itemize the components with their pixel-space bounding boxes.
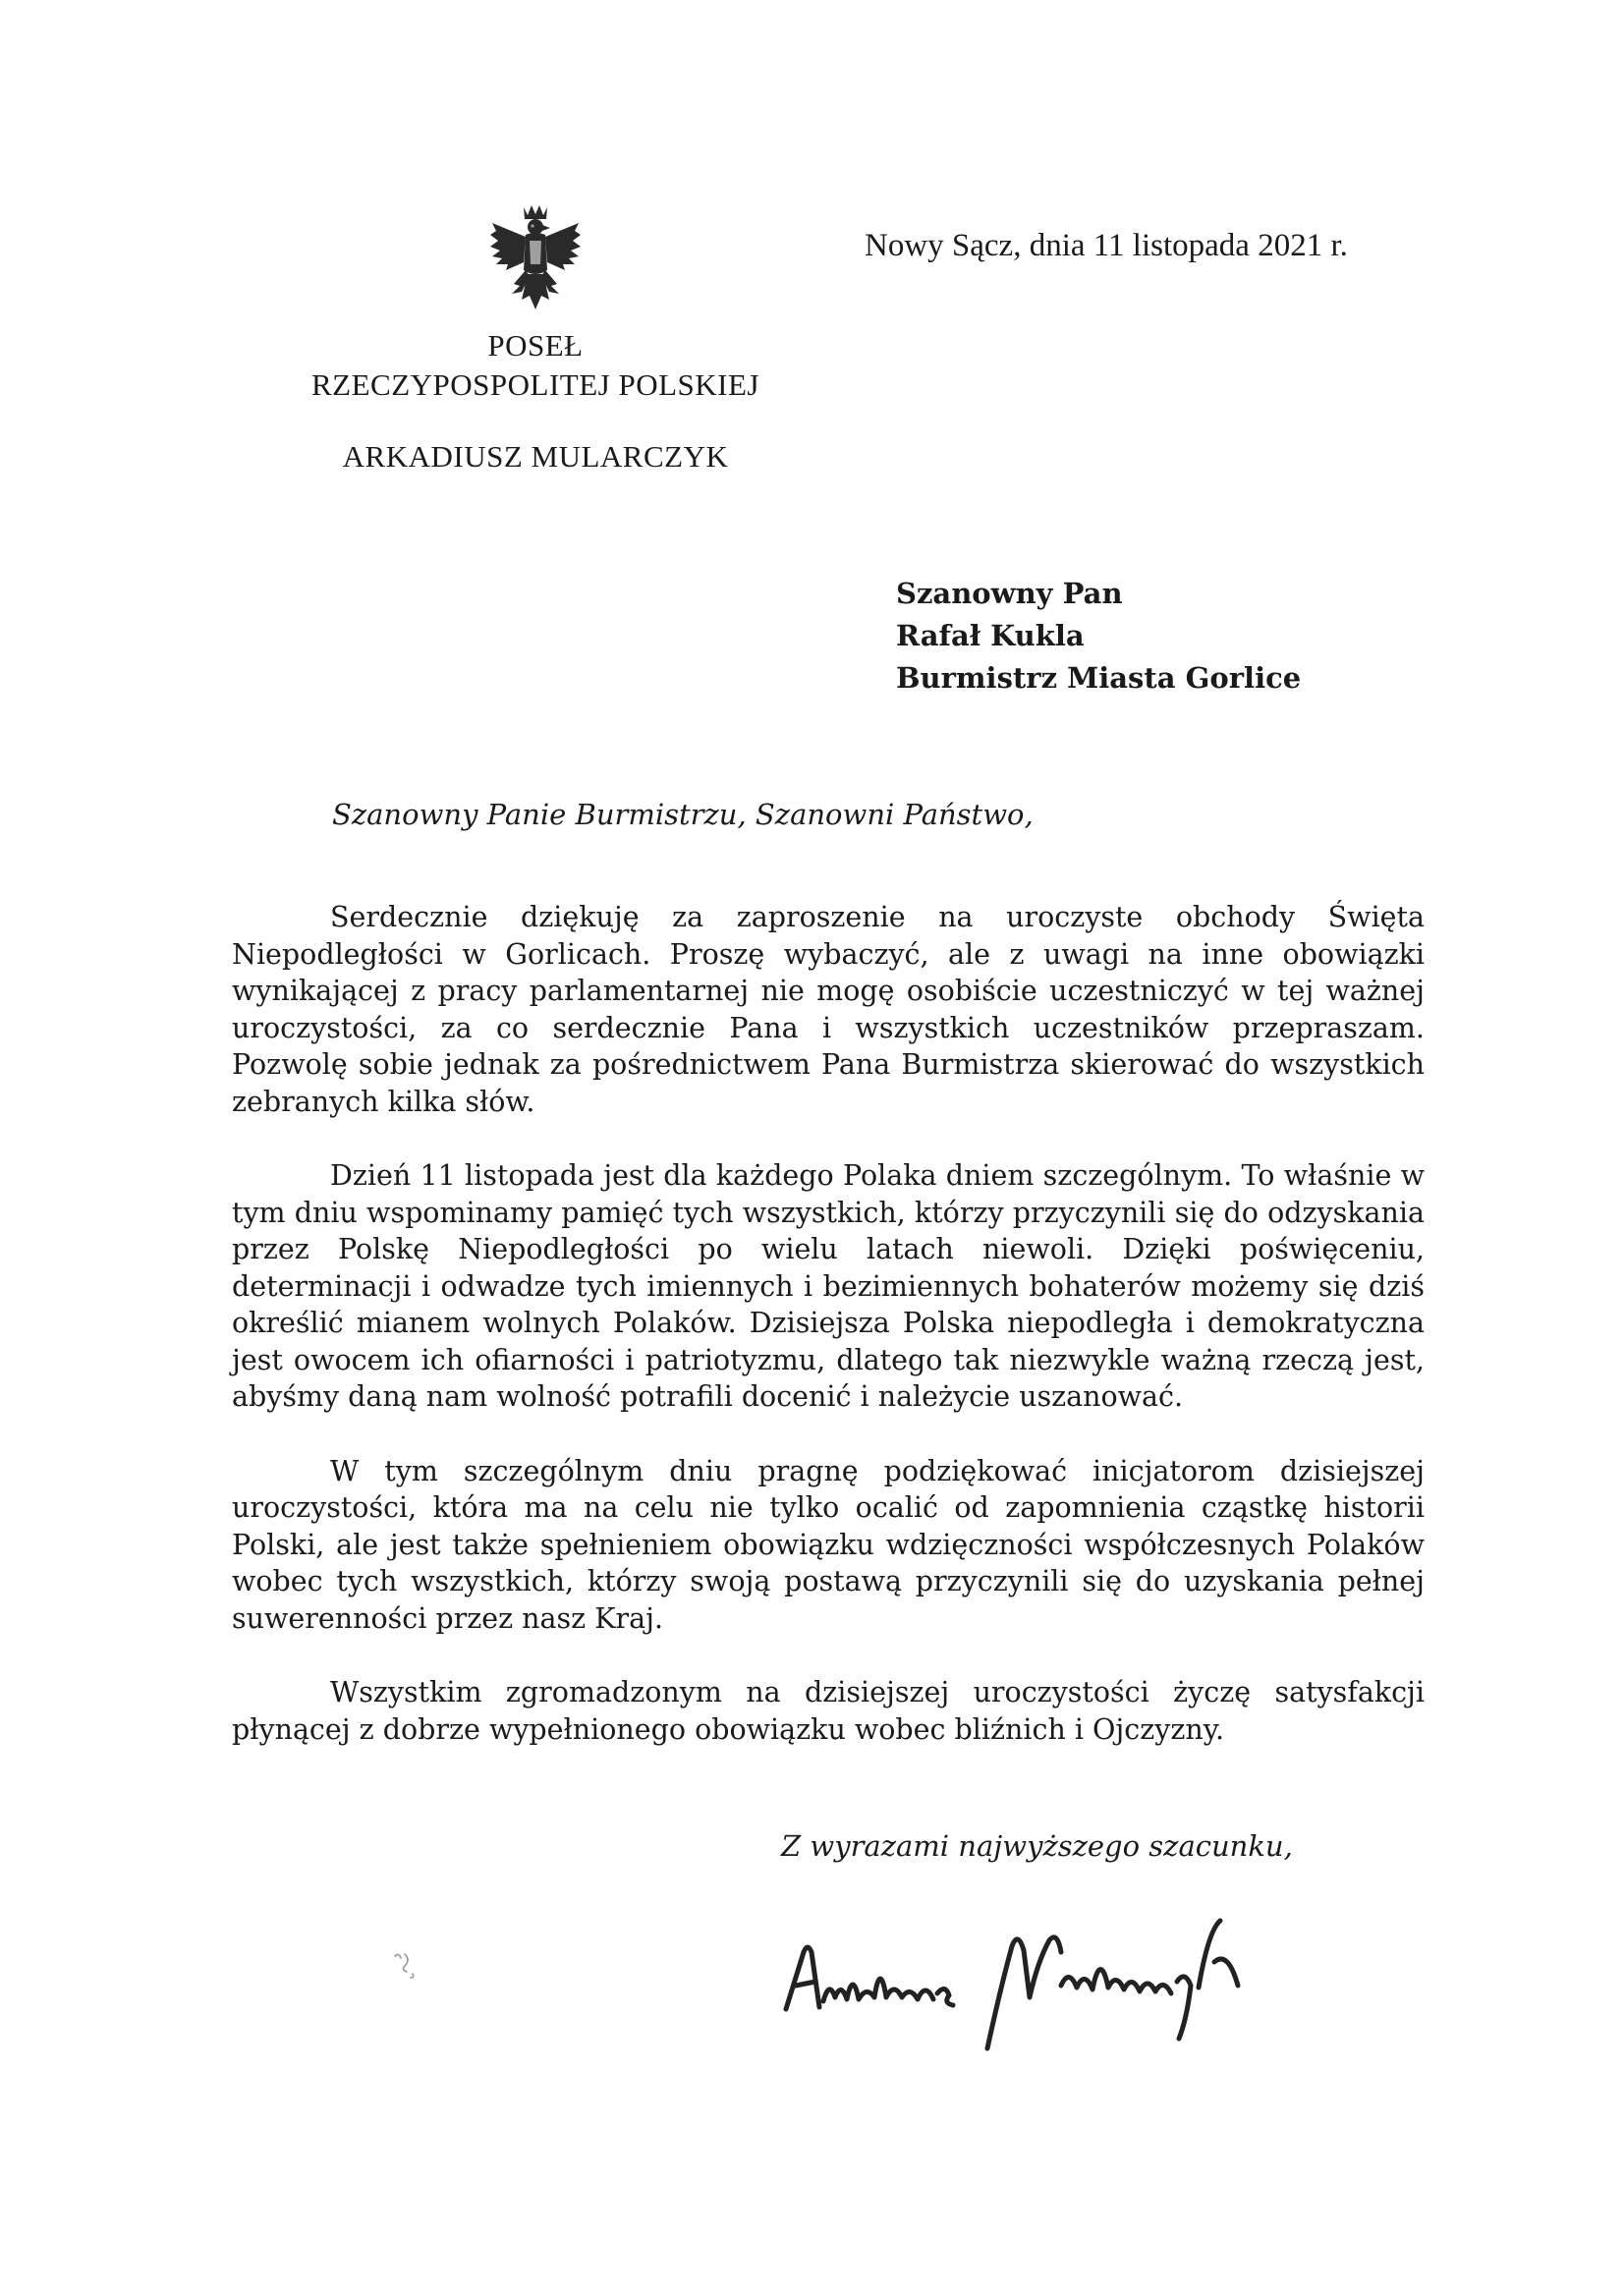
addressee-line1: Szanowny Pan	[896, 577, 1123, 610]
body-paragraph-4: Wszystkim zgromadzonym na dzisiejszej uroczystości życzę satysfakcji płynącej z dobrze wypełnionego obowiązku wobec bliźnich i Ojczyzny.	[232, 1676, 1425, 1746]
sender-name: ARKADIUSZ MULARCZYK	[342, 439, 729, 474]
date-line: Nowy Sącz, dnia 11 listopada 2021 r.	[865, 228, 1348, 263]
sender-title-line1: POSEŁ	[487, 328, 584, 363]
addressee-line3: Burmistrz Miasta Gorlice	[896, 661, 1302, 695]
body-paragraph-2: Dzień 11 listopada jest dla każdego Polaka dniem szczególnym. To właśnie w tym dniu wspominamy pamięć tych wszystkich, którzy przyczynili się do odzyskania przez Polskę Niepodległości po wielu latach niewoli. Dzięki poświęceniu, determinacji i odwadze tych imiennych i bezimiennych bohaterów możemy się dziś określić mianem wolnych Polaków. Dzisiejsza Polska niepodległa i demokratyczna jest owocem ich ofiarności i patriotyzmu, dlatego tak niezwykle ważną rzeczą jest, abyśmy daną nam wolność potrafili docenić i należycie uszanować.	[232, 1159, 1425, 1413]
stray-mark-icon	[391, 1950, 422, 1980]
sender-title-line2: RZECZYPOSPOLITEJ POLSKIEJ	[310, 367, 759, 402]
polish-eagle-emblem-icon	[486, 201, 585, 314]
body-paragraph-1: Serdecznie dziękuję za zaproszenie na uroczyste obchody Święta Niepodległości w Gorlicach. Proszę wybaczyć, ale z uwagi na inne obowiązki wynikającej z pracy parlamentarnej nie mogę osobiście uczestniczyć w tej ważnej uroczystości, za co serdecznie Pana i wszystkich uczestników przepraszam. Pozwolę sobie jednak za pośrednictwem Pana Burmistrza skierować do wszystkich zebranych kilka słów.	[232, 901, 1425, 1118]
sender-header	[275, 326, 796, 476]
body-paragraph-3: W tym szczególnym dniu pragnę podziękować inicjatorom dzisiejszej uroczystości, która ma na celu nie tylko ocalić od zapomnienia cząstkę historii Polski, ale jest także spełnieniem obowiązku wdzięczności współczesnych Polaków wobec tych wszystkich, którzy swoją postawą przyczynili się do uzyskania pełnej suwerenności przez nasz Kraj.	[232, 1454, 1425, 1635]
handwritten-signature-icon	[776, 1891, 1297, 2058]
letter-body	[232, 899, 1425, 1785]
addressee-block	[896, 573, 1301, 700]
salutation: Szanowny Panie Burmistrzu, Szanowni Państwo,	[332, 798, 1034, 831]
closing-line: Z wyrazami najwyższego szacunku,	[781, 1829, 1293, 1863]
addressee-line2: Rafał Kukla	[896, 619, 1085, 652]
